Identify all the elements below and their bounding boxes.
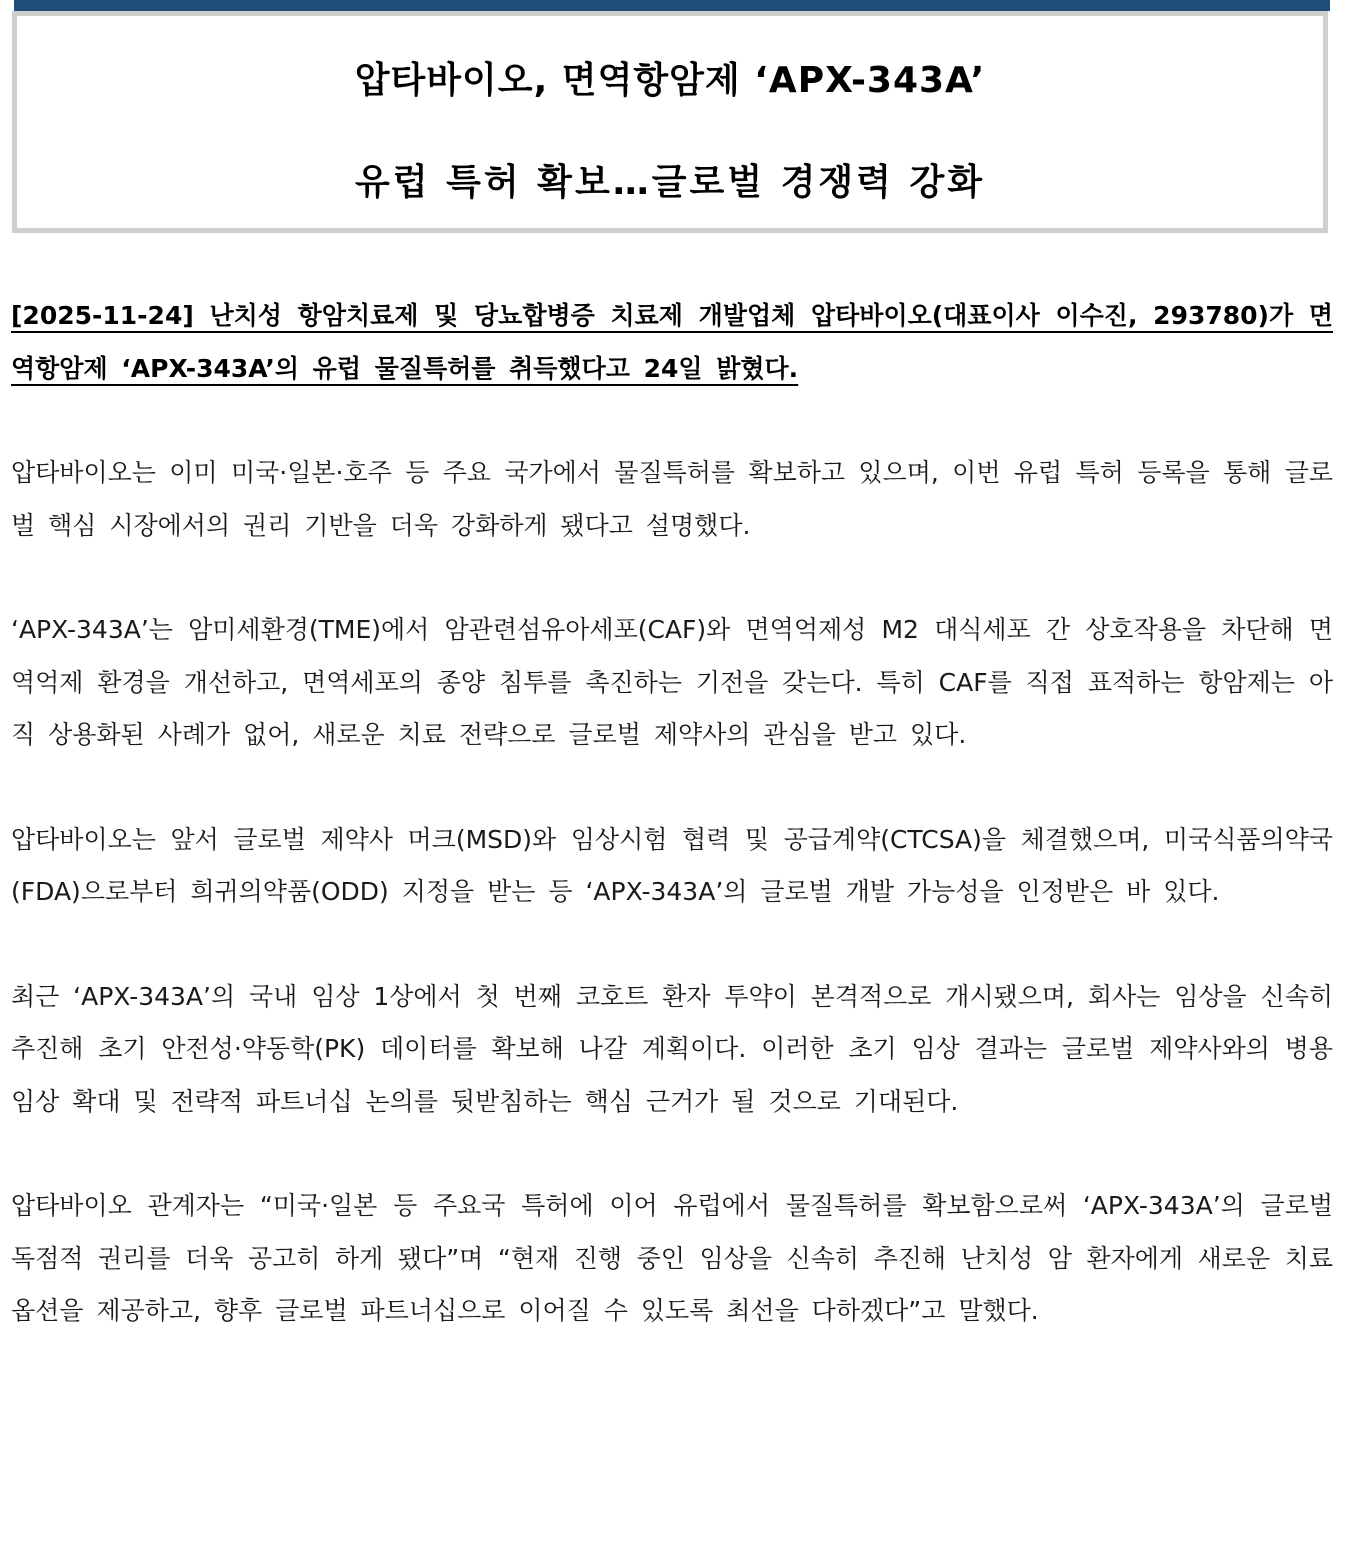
headline-line-1: 압타바이오, 면역항암제 ‘APX-343A’ [354, 60, 986, 101]
headline-box [12, 11, 1328, 233]
body-paragraph-4: 최근 ‘APX-343A’의 국내 임상 1상에서 첫 번째 코호트 환자 투약이 본격적으로 개시됐으며, 회사는 임상을 신속히 추진해 초기 안전성·약동학(PK) 데이터를 확보해 나갈 계획이다. 이러한 초기 임상 결과는 글로벌 제약사와의 병용 임상 확대 및 전략적 파트너십 논의를 뒷받침하는 핵심 근거가 될 것으로 기대된다. [11, 981, 1333, 1116]
lead-paragraph: [2025-11-24] 난치성 항암치료제 및 당뇨합병증 치료제 개발업체 압타바이오(대표이사 이수진, 293780)가 면역항암제 ‘APX-343A’의 유럽 물질특허를 취득했다고 24일 밝혔다. [11, 301, 1333, 383]
body-paragraph-1: 압타바이오는 이미 미국·일본·호주 등 주요 국가에서 물질특허를 확보하고 있으며, 이번 유럽 특허 등록을 통해 글로벌 핵심 시장에서의 권리 기반을 더욱 강화하게 됐다고 설명했다. [11, 458, 1333, 540]
headline-line-2: 유럽 특허 확보…글로벌 경쟁력 강화 [355, 162, 985, 203]
body-paragraph-2: ‘APX-343A’는 암미세환경(TME)에서 암관련섬유아세포(CAF)와 면역억제성 M2 대식세포 간 상호작용을 차단해 면역억제 환경을 개선하고, 면역세포의 종양 침투를 촉진하는 기전을 갖는다. 특히 CAF를 직접 표적하는 항암제는 아직 상용화된 사례가 없어, 새로운 치료 전략으로 글로벌 제약사의 관심을 받고 있다. [11, 615, 1333, 749]
header-accent-bar [14, 0, 1330, 11]
article-body [11, 290, 1333, 1338]
body-paragraph-3: 압타바이오는 앞서 글로벌 제약사 머크(MSD)와 임상시험 협력 및 공급계약(CTCSA)을 체결했으며, 미국식품의약국(FDA)으로부터 희귀의약품(ODD) 지정을 받는 등 ‘APX-343A’의 글로벌 개발 가능성을 인정받은 바 있다. [11, 824, 1333, 906]
body-paragraph-5: 압타바이오 관계자는 “미국·일본 등 주요국 특허에 이어 유럽에서 물질특허를 확보함으로써 ‘APX-343A’의 글로벌 독점적 권리를 더욱 공고히 하게 됐다”며 “현재 진행 중인 임상을 신속히 추진해 난치성 암 환자에게 새로운 치료 옵션을 제공하고, 향후 글로벌 파트너십으로 이어질 수 있도록 최선을 다하겠다”고 말했다. [11, 1191, 1333, 1325]
